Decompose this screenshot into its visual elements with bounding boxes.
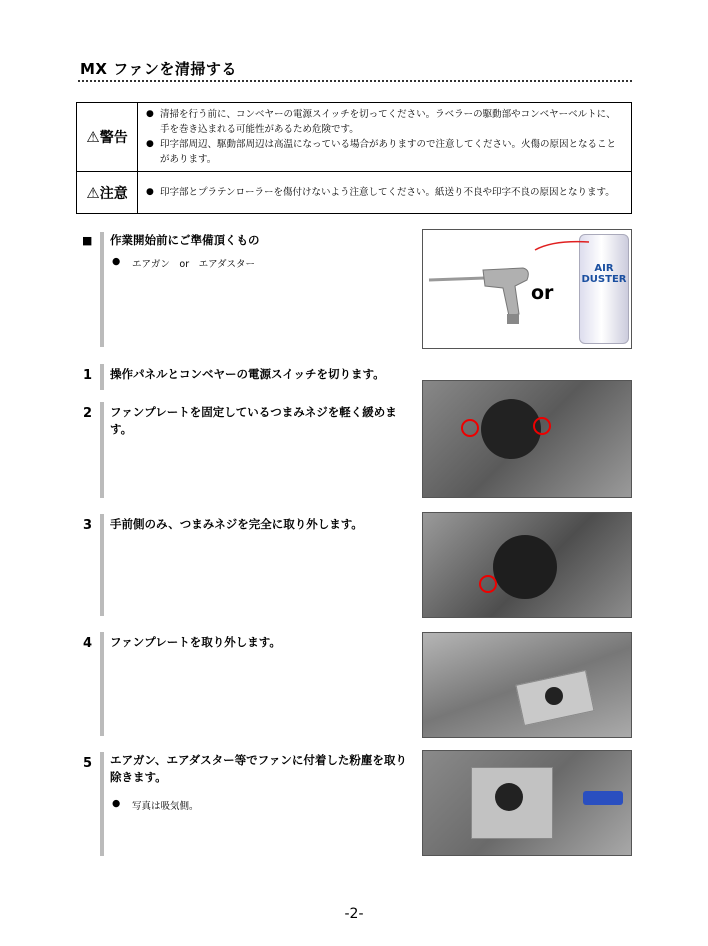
- caution-label-cell: [77, 172, 138, 214]
- step-text: エアガン、エアダスター等でファンに付着した粉塵を取り除きます。: [110, 753, 407, 784]
- section-bar: [100, 632, 104, 736]
- list-item: [146, 185, 625, 200]
- prep-photo: [422, 229, 632, 349]
- step-photo: [422, 380, 632, 498]
- bullet-icon: ●: [146, 139, 154, 149]
- warning-item-2: 印字部周辺、駆動部周辺は高温になっている場合がありますので注意してください。火傷の原因となることがあります。: [160, 139, 617, 165]
- fan-icon: [493, 535, 557, 599]
- caution-text-cell: [138, 172, 632, 214]
- section-bar: [100, 402, 104, 498]
- page-number: -2-: [344, 906, 364, 922]
- section-marker: ■: [82, 234, 93, 247]
- bullet-icon: ●: [146, 187, 154, 197]
- page-title: MX ファンを清掃する: [80, 60, 237, 78]
- bullet-icon: ●: [146, 109, 154, 119]
- step-number: 2: [83, 406, 93, 421]
- step-text: ファンプレートを固定しているつまみネジを軽く緩めます。: [110, 405, 397, 436]
- title-divider: [78, 80, 632, 82]
- list-item: [112, 256, 255, 270]
- warning-label: 警告: [99, 130, 128, 146]
- warning-text-cell: [138, 103, 632, 172]
- highlight-circle: [533, 417, 551, 435]
- highlight-circle: [461, 419, 479, 437]
- fan-hub-icon: [545, 687, 563, 705]
- step-number: 1: [83, 368, 93, 383]
- can-label-2: DUSTER: [581, 274, 627, 285]
- fan-icon: [481, 399, 541, 459]
- step-photo: [422, 750, 632, 856]
- prep-item: エアガン or エアダスター: [132, 259, 255, 270]
- bullet-icon: ●: [112, 798, 121, 809]
- caution-row: [77, 172, 632, 214]
- list-item: [146, 107, 625, 137]
- prep-heading: 作業開始前にご準備頂くもの: [110, 233, 260, 247]
- section-bar: [100, 232, 104, 347]
- can-label-1: AIR: [594, 263, 614, 274]
- warning-item-1: 清掃を行う前に、コンベヤーの電源スイッチを切ってください。ラベラーの駆動部やコンベヤーベルトに、手を巻き込まれる可能性があるため危険です。: [160, 109, 616, 135]
- spray-tube-icon: [533, 236, 593, 256]
- warning-triangle-icon: ⚠: [86, 128, 100, 146]
- or-text: or: [531, 282, 554, 304]
- list-item: [112, 798, 199, 812]
- fan-hub-icon: [495, 783, 523, 811]
- list-item: [146, 137, 625, 167]
- bullet-icon: ●: [112, 256, 121, 267]
- caution-triangle-icon: ⚠: [86, 183, 100, 202]
- step-text: 操作パネルとコンベヤーの電源スイッチを切ります。: [110, 367, 385, 381]
- step-photo: [422, 512, 632, 618]
- air-gun-nozzle-icon: [583, 791, 623, 805]
- section-bar: [100, 514, 104, 616]
- step-number: 3: [83, 518, 93, 533]
- step-number: 4: [83, 636, 93, 651]
- warning-table: [76, 102, 632, 214]
- step-text: ファンプレートを取り外します。: [110, 635, 281, 649]
- step-number: 5: [83, 756, 93, 771]
- step-photo: [422, 632, 632, 738]
- section-bar: [100, 364, 104, 390]
- step-note: 写真は吸気側。: [132, 801, 199, 812]
- caution-label: 注意: [99, 185, 128, 202]
- highlight-circle: [479, 575, 497, 593]
- section-bar: [100, 752, 104, 856]
- step-text: 手前側のみ、つまみネジを完全に取り外します。: [110, 517, 363, 531]
- caution-item-1: 印字部とプラテンローラーを傷付けないよう注意してください。紙送り不良や印字不良の原因となります。: [160, 187, 615, 198]
- warning-row: [77, 103, 632, 172]
- warning-label-cell: [77, 103, 138, 172]
